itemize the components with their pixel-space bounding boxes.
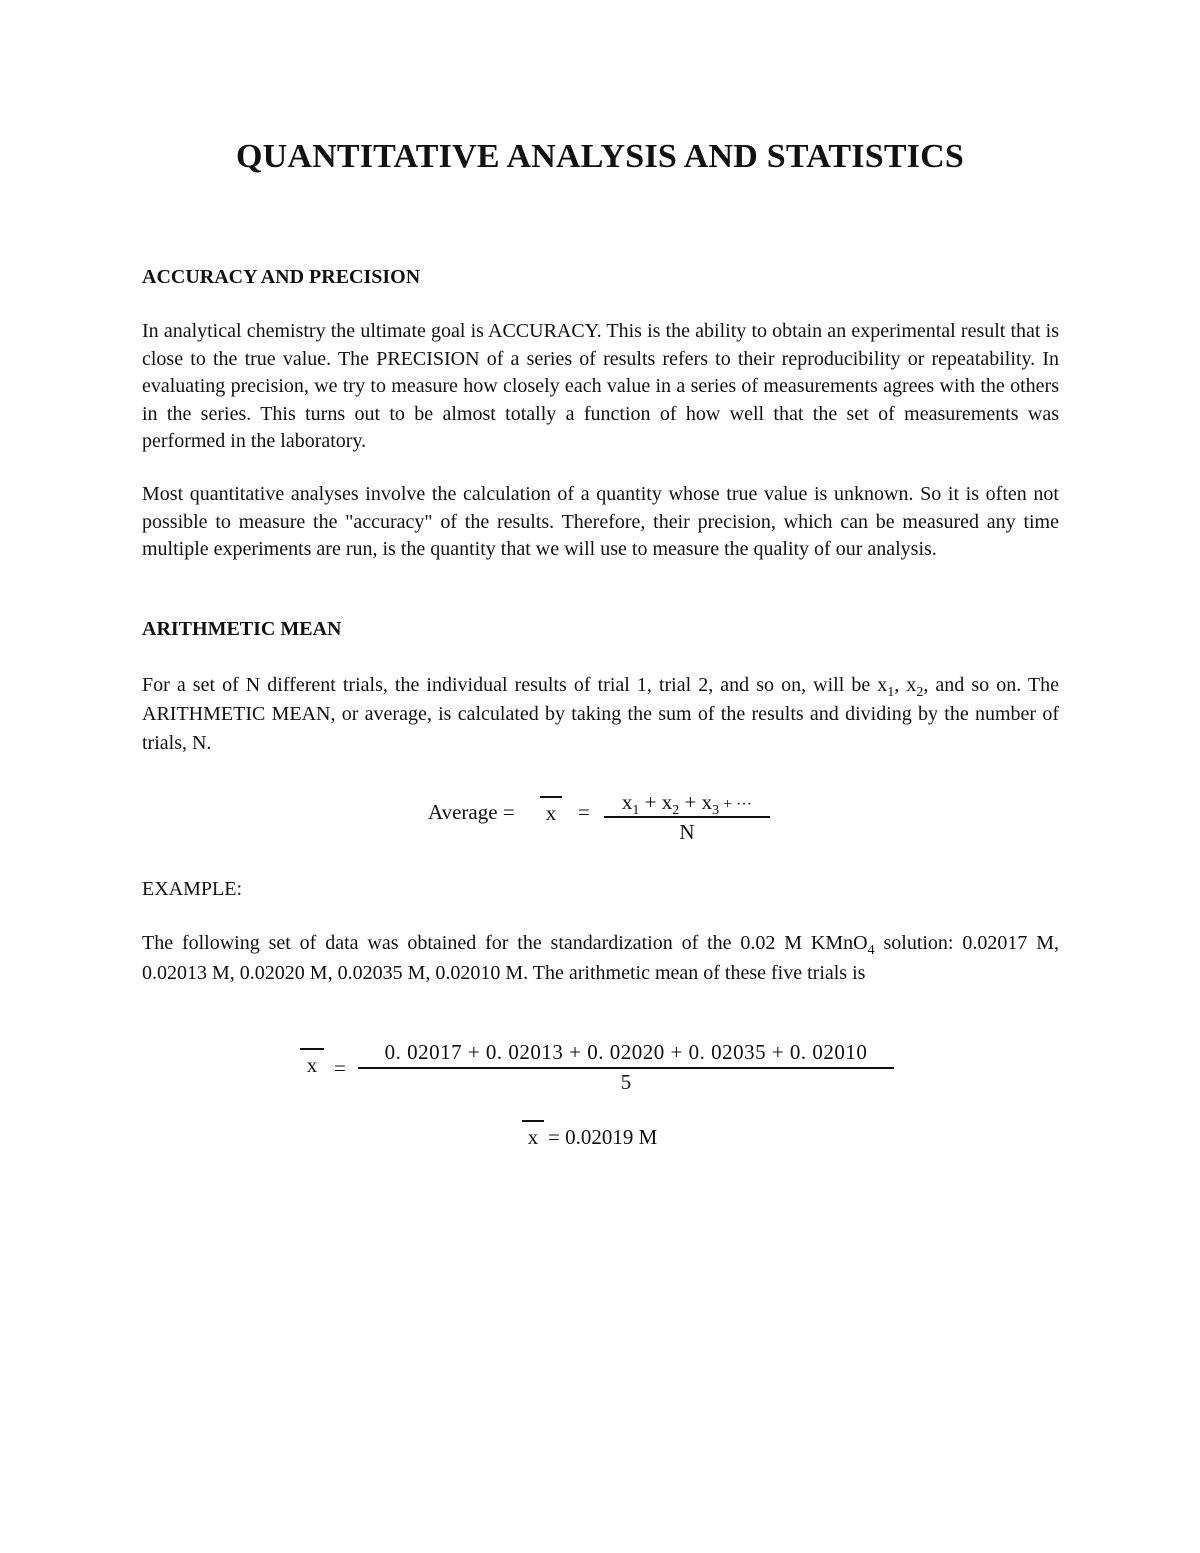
- average-formula: [428, 790, 788, 850]
- paragraph-quantitative: Most quantitative analyses involve the calculation of a quantity whose true value is unknown. So it is often not possible to measure the "accuracy" of the results. Therefore, their precision, which can be measured any time multiple experiments are run, is the quantity that we will use to measure the quality of our analysis.: [142, 483, 1059, 560]
- paragraph-mean: [142, 671, 1059, 758]
- num-ellipsis: + ···: [719, 796, 753, 813]
- equals-sign: =: [578, 800, 590, 824]
- example-label: EXAMPLE:: [142, 878, 242, 900]
- paragraph-mean-text-c: , and so on. The ARITHMETIC MEAN, or average, is calculated by taking the sum of the results and dividing by the number of trials, N.: [142, 674, 1060, 754]
- num-term-3: + x: [679, 790, 713, 814]
- num-sub-3: 3: [712, 803, 720, 818]
- equals-sign: =: [334, 1056, 346, 1080]
- example-subscript: 4: [867, 943, 875, 958]
- section-heading-mean: ARITHMETIC MEAN: [142, 618, 342, 640]
- example-text-b: solution: 0.02017 M, 0.02013 M, 0.02020 M, 0.02035 M, 0.02010 M. The arithmetic mean of these five trials is: [142, 932, 1059, 984]
- num-sub-1: 1: [632, 803, 640, 818]
- result-value: = 0.02019 M: [548, 1125, 658, 1149]
- num-term-2: + x: [639, 790, 673, 814]
- paragraph-example: [142, 929, 1059, 988]
- subscript-1: 1: [887, 685, 895, 700]
- paragraph-mean-text-a: For a set of N different trials, the individual results of trial 1, trial 2, and so on, will be x: [142, 674, 888, 696]
- calculation-numerator: 0. 02017 + 0. 02013 + 0. 02020 + 0. 02035 + 0. 02010: [358, 1040, 894, 1069]
- page-title: QUANTITATIVE ANALYSIS AND STATISTICS: [235, 138, 965, 175]
- section-heading-accuracy: ACCURACY AND PRECISION: [142, 266, 421, 288]
- mean-calculation-formula: [300, 1040, 900, 1100]
- average-label: Average =: [428, 800, 515, 824]
- formula-numerator: [604, 790, 770, 818]
- num-sub-2: 2: [672, 803, 680, 818]
- x-bar-symbol: x: [300, 1048, 324, 1078]
- formula-denominator: N: [679, 820, 695, 844]
- x-bar-symbol: x: [522, 1120, 544, 1150]
- subscript-2: 2: [916, 685, 924, 700]
- paragraph-mean-text-b: , x: [894, 674, 917, 696]
- x-bar-symbol: x: [540, 796, 562, 826]
- num-term-1: x: [621, 790, 633, 814]
- example-text-a: The following set of data was obtained for the standardization of the 0.02 M KMnO: [142, 932, 868, 954]
- calculation-denominator: 5: [620, 1070, 632, 1094]
- paragraph-accuracy: In analytical chemistry the ultimate goal is ACCURACY. This is the ability to obtain an experimental result that is close to the true value. The PRECISION of a series of results refers to their reproducibility or repeatability. In evaluating precision, we try to measure how closely each value in a series of measurements agrees with the others in the series. This turns out to be almost totally a function of how well that the set of measurements was performed in the laboratory.: [142, 320, 1059, 452]
- mean-result: [522, 1120, 722, 1150]
